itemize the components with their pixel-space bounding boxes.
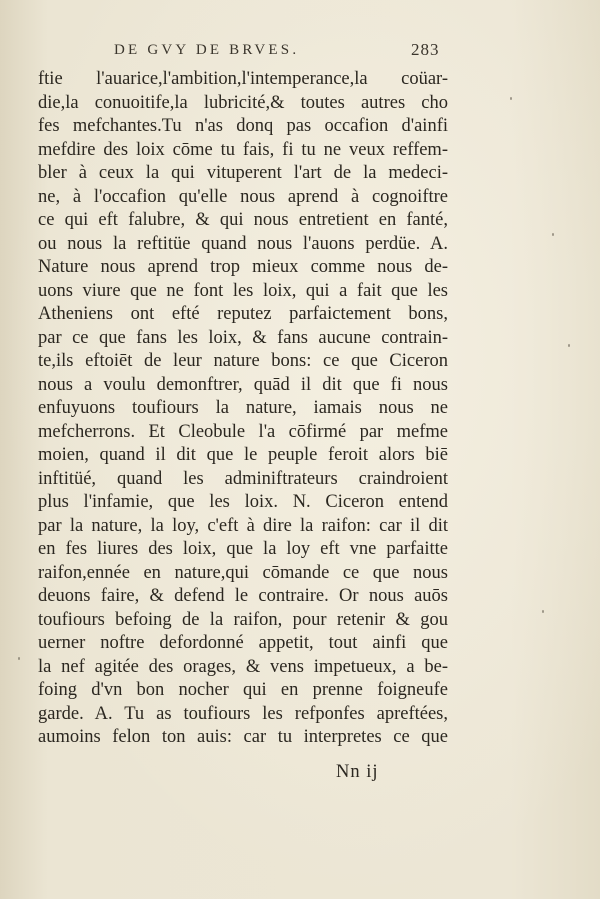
text-line: aumoins felon ton auis: car tu interpretes ce que xyxy=(38,727,448,747)
text-line: par ce que fans les loix, & fans aucune contrain- xyxy=(38,327,448,348)
text-line: deuons faire, & defend le contraire. Or nous auōs xyxy=(38,586,448,606)
text-line: la nef agitée des orages, & vens impetueux, a be- xyxy=(38,656,448,677)
text-line: toufiours befoing de la raifon, pour retenir & gou xyxy=(38,609,448,630)
text-line: nous a voulu demonftrer, quād il dit que fi nous xyxy=(38,374,448,395)
text-line: en fes liures des loix, que la loy eft vne parfaitte xyxy=(38,539,448,559)
text-line: uerner noftre defordonné appetit, tout ainfi que xyxy=(38,633,448,653)
text-line: moien, quand il dit que le peuple feroit alors biē xyxy=(38,445,448,465)
text-line: enfuyuons toufiours la nature, iamais nous ne xyxy=(38,398,448,418)
text-line: Atheniens ont efté reputez parfaictement bons, xyxy=(38,304,448,324)
text-line: garde. A. Tu as toufiours les refponfes apreftées, xyxy=(38,703,448,724)
text-line: mefcherrons. Et Cleobule l'a cōfirmé par mefme xyxy=(38,421,448,442)
paper-speck xyxy=(568,344,570,347)
running-head: DE GVY DE BRVES. xyxy=(114,42,300,58)
signature-mark: Nn ij xyxy=(336,762,379,782)
text-line: bler à ceux la qui vituperent l'art de la medeci- xyxy=(38,163,448,183)
page-header xyxy=(0,38,600,68)
text-line: die,la conuoitife,la lubricité,& toutes autres cho xyxy=(38,92,448,113)
text-line: ne, à l'occafion qu'elle nous aprend à cognoiftre xyxy=(38,186,448,207)
body-text xyxy=(38,68,448,750)
text-line: plus l'infamie, que les loix. N. Ciceron entend xyxy=(38,492,448,512)
text-line: ftie l'auarice,l'ambition,l'intemperance,la coüar- xyxy=(38,69,448,89)
paper-speck xyxy=(18,657,20,660)
paper-speck xyxy=(552,233,554,236)
text-line: mefdire des loix cōme tu fais, fi tu ne veux reffem- xyxy=(38,139,448,160)
text-line: fes mefchantes.Tu n'as donq pas occafion d'ainfi xyxy=(38,116,448,136)
text-line: raifon,ennée en nature,qui cōmande ce que nous xyxy=(38,562,448,583)
page-footer xyxy=(0,762,600,788)
paper-speck xyxy=(510,97,512,100)
text-line: ce qui eft falubre, & qui nous entretient en fanté, xyxy=(38,210,448,230)
page-number: 283 xyxy=(411,40,440,59)
text-line: uons viure que ne font les loix, qui a fait que les xyxy=(38,280,448,301)
text-line: par la nature, la loy, c'eft à dire la raifon: car il dit xyxy=(38,515,448,536)
text-line: ou nous la reftitüe quand nous l'auons perdüe. A. xyxy=(38,233,448,254)
text-line: Nature nous aprend trop mieux comme nous de- xyxy=(38,257,448,277)
paper-speck xyxy=(542,610,544,613)
text-line: te,ils eftoiēt de leur nature bons: ce que Ciceron xyxy=(38,351,448,371)
text-line: foing d'vn bon nocher qui en prenne foigneufe xyxy=(38,680,448,700)
text-line: inftitüé, quand les adminiftrateurs craindroient xyxy=(38,468,448,489)
